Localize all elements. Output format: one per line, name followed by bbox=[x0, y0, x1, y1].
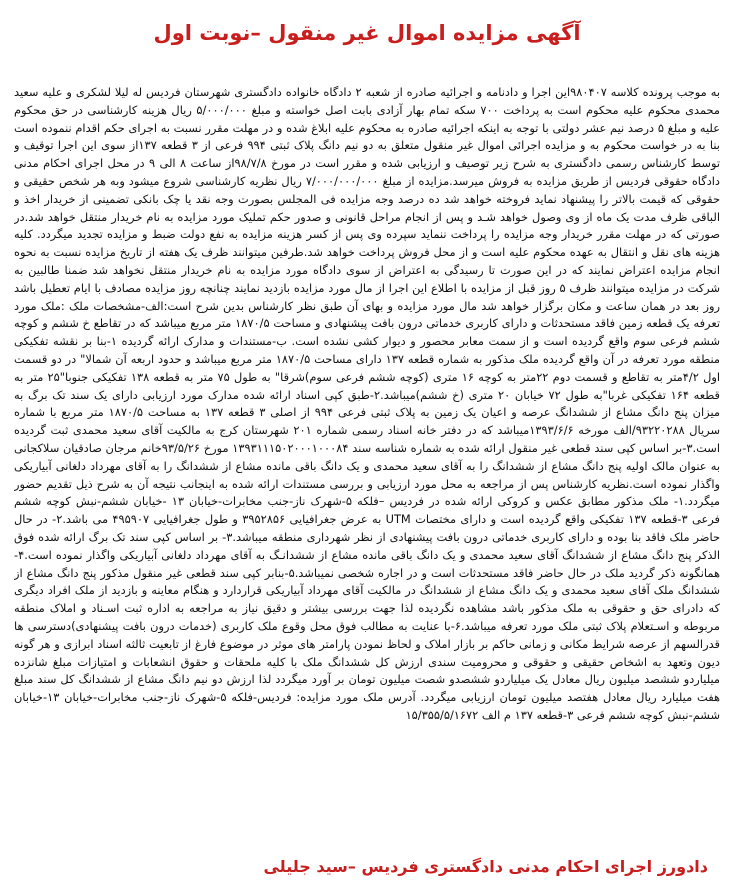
notice-signature: دادورز اجرای احکام مدنی دادگستری فردیس –سید جلیلی bbox=[263, 857, 708, 876]
notice-title: آگهی مزایده اموال غیر منقول –نوبت اول bbox=[153, 21, 581, 45]
notice-body: به موجب پرونده کلاسه ۹۸۰۴۰۷این اجرا و دادنامه و اجرائیه صادره از شعبه ۲ دادگاه خانواده دادگستری شهرستان فردیس له لیلا لشکری و علیه سعید محمدی محکوم علیه محکوم است به پرداخت ۷۰۰ سکه تمام بهار آزادی بابت اصل خواسته و مبلغ ۵/۰۰۰/۰۰۰ ریال هزینه کارشناسی در حق محکوم علیه و مبلغ ۵ درصد نیم عشر دولتی با توجه به اینکه اجرائیه صادره به محکوم علیه ابلاغ شده و در مهلت مقرر نسبت به اجرای حکم اقدام ننموده است بنا به در خواست محکوم به و مزایده اجرائی اموال غیر منقول متعلق به دو نیم دانگ پلاک ثبتی ۹۹۴ فرعی از ۳ قطعه ۱۳۷از سوی این اجرا توقیف و توسط کارشناس رسمی دادگستری به شرح زیر توصیف و ارزیابی شده و مقرر است در مورخ ۹۸/۷/۸از ساعت ۸ الی ۹ در محل اجرای احکام مدنی دادگاه حقوقی فردیس از طریق مزایده به فروش میرسد.مزایده از مبلغ ۷/۰۰۰/۰۰۰/۰۰۰ ریال نظریه کارشناسی شروع میشود وبه هر شخص حقیقی و حقوقی که قیمت بالاتر را پیشنهاد نماید فروخته خواهد شد ده درصد وجه مزایده فی المجلس بصورت وجه نقد یا چک بانکی تضمینی از خریدار اخذ و الباقی ظرف مدت یک ماه از وی وصول خواهد شـد و پس از انجام مراحل قانونی و صدور حکم تملیک مورد مزایده به نام خریدار منتقل خواهد شد.در صورتی که در مهلت مقرر خریدار وجه مزایده را پرداخت ننماید سپرده وی پس از کسر هزینه مزایده به نفع دولت ضبط و مزایده تجدید میگردد. کلیه هزینه های نقل و انتقال به عهده محکوم علیه است و از محل فروش پرداخت خواهد شد.طرفین میتوانند ظرف یک هفته از تاریخ مزایده نسبت به نحوه انجام مزایده اعتراض نمایند که در این صورت تا رسیدگی به اعتراض از سوی دادگاه مورد مزایده به نام خریدار منتقل نخواهد شد ضمنا طالبین به شرکت در مزایده میتوانند ظرف ۵ روز قبل از مزایده با اطلاع این اجرا از مال مورد مزایده بازدید نمایند چنانچه روز مزایده مصادف با ایام تعطیل باشد روز بعد در همان ساعت و مکان برگزار خواهد شد مال مورد مزایده و بهای آن طبق نظر کارشناس بدین شرح است:الف-مشخصات ملک :ملک مورد تعرفه یک قطعه زمین فاقد مستحدثات و دارای کاربری خدماتی درون بافت پیشنهادی و مساحت ۱۸۷۰/۵ متر مربع میباشد که در تقاطع خ ششم و کوچه ششم فرعی سوم واقع گردیده است و از سمت معابر محصور و دیوار کشی نشده است. ب-مستندات و مدارک ارائه گردیده ۱-بنا بر نقشه تفکیکی منطقه مورد تعرفه در آن واقع گردیده ملک مذکور به شماره قطعه ۱۳۷ دارای مساحت ۱۸۷۰/۵ متر مربع میباشد و حدود اربعه آن شمالا" در دو قسمت اول ۴/۲متر به تقاطع و قسمت دوم ۲۲متر به کوچه ۱۶ متری (کوچه ششم فرعی سوم)شرقا" به طول ۷۵ متر به قطعه ۱۳۸ تفکیکی جنوبا"۲۵ متر به قطعه ۱۶۴ تفکیکی غربا"به طول ۷۲ خیابان ۲۰ متری (خ ششم)میباشد.۲-طبق کپی اسناد ارائه شده مدارک مورد ارزیابی دارای یک سند تک برگ به میزان پنج دانگ مشاع از ششدانگ عرصه و اعیان یک زمین به پلاک ثبتی فرعی ۹۹۴ از اصلی ۳ قطعه ۱۳۷ به مساحت ۱۸۷۰/۵ متر مربع با شماره سریال ۹۳۲۲۰۲۸۸/الف مورخه ۱۳۹۳/۶/۶میباشد که در دفتر خانه اسناد رسمی شماره ۲۰۱ شهرستان کرج به مالکیت آقای سعید محمدی ثبت گردیده است.۳-بر اساس کپی سند قطعی غیر منقول ارائه شده به شماره شناسه سند ۱۳۹۳۱۱۱۵۰۲۰۰۰۱۰۰۰۸۴ مورخ ۹۳/۵/۲۶خانم مرجان صادقیان سلاکجانی به عنوان مالک اولیه پنج دانگ مشاع از ششدانگ را به آقای سعید محمدی و یک دانگ باقی مانده مشاع از ششدانگ را به آقای مهرداد دلغانی آبیاریکی واگذار نموده است.نظریه کارشناس پس از مراجعه به محل مورد ارزیابی و بررسی مستندات ارائه شده به اینجانب نتیجه آن به شرح ذیل تقدیم حضور میگردد.۱- ملک مذکور مطابق عکس و کروکی ارائه شده در فردیس –فلکه ۵-شهرک ناز-جنب مخابرات-خیابان ۱۳ -خیابان ششم-نبش کوچه ششم فرعی ۳-قطعه ۱۳۷ تفکیکی واقع گردیده است و دارای مختصات UTM به عرض جغرافیایی ۳۹۵۲۸۵۶ و طول جغرافیایی ۴۹۵۹۰۷ می باشد.۲- در حال حاضر ملک فاقد بنا بوده و دارای کاربری خدماتی درون بافت پیشنهادی از نظر شهرداری منطقه میباشد.۳- بر اساس کپی سند تک برگ ارائه شده فوق الذکر پنج دانگ مشاع از ششدانگ آقای سعید محمدی و یک دانگ باقی مانده مشاع از ششدانـگ به آقای مهرداد دلغانی آبیاریکی واگذار نموده است.۴-همانگونه ذکر گردید ملک در حال حاضر فاقد مستحدثات است و در اجاره شخصی نمیباشد.۵-بنابر کپی سند قطعی غیر منقول مذکور پنج دانگ مشاع از ششدانگ ملک آقای سعید محمدی و یک دانگ مشاع از ششدانگ در مالکیت آقای مهرداد آبیاریکی قراردارد و هنگام معاینه و بازدید از ملک افراد دیگری که دادرای حق و حقوقی به ملک مذکور باشد مشاهده نگردیده لذا جهت بررسی بیشتر و دقیق نیاز به مراجعه به اداره ثبت اسـناد و املاک منطقه مربوطه و اسـتعلام پلاک ثبتی ملک مورد تعرفه میباشد.۶-با عنایت به مطالب فوق محل وقوع ملک کاربری (خدمات درون بافت پیشنهادی)دسترسی ها قدرالسهم از عرصه شرایط مکانی و زمانی حاکم بر بازار املاک و لحاظ نمودن پارامتر های موثر در موضوع فارغ از تابعیت ثالثه اسناد ابرازی و هر گونه دیون وتعهد به اشخاص حقیقی و حقوقی و محرومیت سندی ارزش کل ششدانگ ملک با کلیه ملحقات و حقوق انشعابات و امتیازات مبلغ شانزده میلیاردو ششصد میلیون ریال معادل یک میلیاردو ششصدو شصت میلیون تومان بر آورد میگردد لذا ارزش دو نیم دانگ مشاع از ششدانگ کل سند مبلغ هفت میلیارد ریال معادل هفتصد میلیون تومان ارزیابی میگردد. آدرس ملک مورد مزایده: فردیس-فلکه ۵-شهرک ناز-جنب مخابرات-خیابان ۱۳-خیابان ششم-نبش کوچه ششم فرعی ۳-قطعه ۱۳۷ م الف ۱۵/۳۵۵/۵/۱۶۷۲ bbox=[14, 85, 720, 722]
auction-notice bbox=[4, 4, 730, 883]
